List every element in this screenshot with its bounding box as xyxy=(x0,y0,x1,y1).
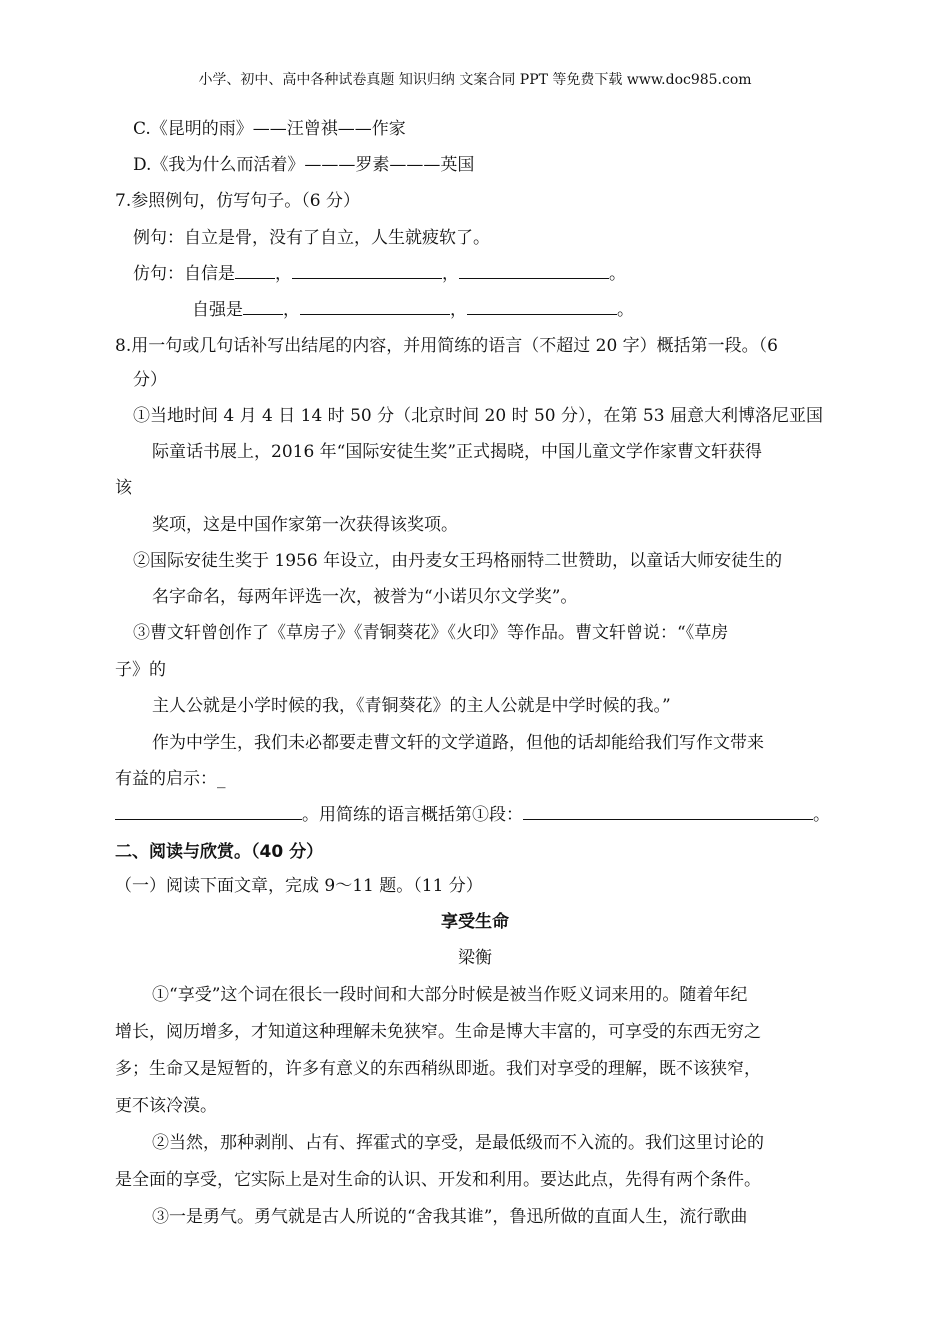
comma: ， xyxy=(275,264,292,284)
q7-stem: 7.参照例句，仿写句子。（6 分） xyxy=(115,191,360,211)
q8-answer-mid: 。用简练的语言概括第①段： xyxy=(302,805,523,825)
answer-blank[interactable] xyxy=(235,262,275,279)
q7-imitate-label: 仿句： xyxy=(133,264,184,284)
q8-answer-end: 。 xyxy=(813,805,830,825)
article-p2-line-1: ②当然，那种剥削、占有、挥霍式的享受，是最低级而不入流的。我们这里讨论的 xyxy=(152,1133,764,1153)
q8-p1-line-4: 奖项，这是中国作家第一次获得该奖项。 xyxy=(152,515,458,535)
answer-blank[interactable] xyxy=(523,803,813,820)
comma: ， xyxy=(442,264,459,284)
article-p1-line-1: ①“享受”这个词在很长一段时间和大部分时候是被当作贬义词来用的。随着年纪 xyxy=(152,985,748,1005)
q8-p3-line-2: 子》的 xyxy=(115,660,166,680)
answer-blank[interactable] xyxy=(467,298,617,315)
answer-blank[interactable] xyxy=(292,262,442,279)
section-2-sub: （一）阅读下面文章，完成 9～11 题。（11 分） xyxy=(115,876,483,896)
article-title: 享受生命 xyxy=(441,912,509,932)
article-p3-line-1: ③一是勇气。勇气就是古人所说的“舍我其谁”，鲁迅所做的直面人生，流行歌曲 xyxy=(152,1207,748,1227)
q7-imitate-line-1 xyxy=(133,262,626,286)
q6-option-d: D.《我为什么而活着》———罗素———英国 xyxy=(133,155,475,175)
q8-p4-line-2: 有益的启示：_ xyxy=(115,769,226,789)
q8-p4-line-1: 作为中学生，我们未必都要走曹文轩的文学道路，但他的话却能给我们写作文带来 xyxy=(152,733,764,753)
comma: ， xyxy=(450,300,467,320)
q8-p1-line-3: 该 xyxy=(115,478,132,498)
q8-p3-line-1: ③曹文轩曾创作了《草房子》《青铜葵花》《火印》等作品。曹文轩曾说：“《草房 xyxy=(133,623,729,643)
q8-p1-line-1: ①当地时间 4 月 4 日 14 时 50 分（北京时间 20 时 50 分），在第 53 届意大利博洛尼亚国 xyxy=(133,406,823,426)
answer-blank[interactable] xyxy=(243,298,283,315)
article-p1-line-2: 增长，阅历增多，才知道这种理解未免狭窄。生命是博大丰富的，可享受的东西无穷之 xyxy=(115,1022,761,1042)
article-p2-line-2: 是全面的享受，它实际上是对生命的认识、开发和利用。要达此点，先得有两个条件。 xyxy=(115,1170,761,1190)
answer-blank[interactable] xyxy=(300,298,450,315)
answer-blank[interactable] xyxy=(459,262,609,279)
article-author: 梁衡 xyxy=(458,948,492,968)
q7-imitate-line-2 xyxy=(192,298,634,322)
q8-stem-2: 分） xyxy=(133,370,167,390)
q8-stem-1: 8.用一句或几句话补写出结尾的内容，并用简练的语言（不超过 20 字）概括第一段。（6 xyxy=(115,336,778,356)
answer-blank[interactable] xyxy=(115,803,302,820)
comma: ， xyxy=(283,300,300,320)
page-header: 小学、初中、高中各种试卷真题 知识归纳 文案合同 PPT 等免费下载 www.doc985.com xyxy=(198,72,752,88)
q7-line1-head: 自信是 xyxy=(184,264,235,284)
q8-answer-line xyxy=(115,803,830,827)
q8-p1-line-2: 际童话书展上，2016 年“国际安徒生奖”正式揭晓，中国儿童文学作家曹文轩获得 xyxy=(152,442,763,462)
article-p1-line-3: 多；生命又是短暂的，许多有意义的东西稍纵即逝。我们对享受的理解，既不该狭窄， xyxy=(115,1059,761,1079)
q8-p2-line-2: 名字命名，每两年评选一次，被誉为“小诺贝尔文学奖”。 xyxy=(152,587,578,607)
section-2-heading: 二、阅读与欣赏。（40 分） xyxy=(115,842,324,862)
q8-p3-line-3: 主人公就是小学时候的我，《青铜葵花》的主人公就是中学时候的我。” xyxy=(152,696,671,716)
q7-line2-head: 自强是 xyxy=(192,300,243,320)
period: 。 xyxy=(617,300,634,320)
q6-option-c: C.《昆明的雨》——汪曾祺——作家 xyxy=(133,119,406,139)
period: 。 xyxy=(609,264,626,284)
q8-p2-line-1: ②国际安徒生奖于 1956 年设立，由丹麦女王玛格丽特二世赞助，以童话大师安徒生的 xyxy=(133,551,783,571)
article-p1-line-4: 更不该冷漠。 xyxy=(115,1096,217,1116)
q7-example: 例句：自立是骨，没有了自立，人生就疲软了。 xyxy=(133,228,490,248)
